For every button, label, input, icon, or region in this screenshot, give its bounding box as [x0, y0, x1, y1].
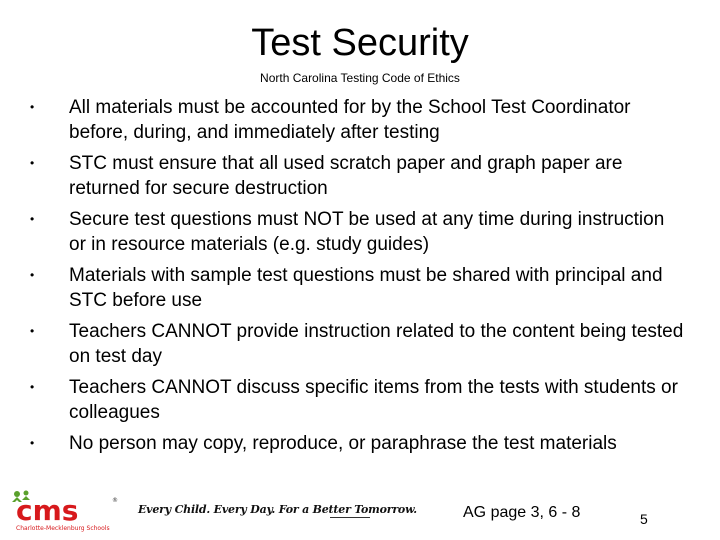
- cms-logo-icon: [8, 488, 128, 534]
- bullet-icon: •: [30, 268, 35, 282]
- bullet-icon: •: [30, 212, 35, 226]
- bullet-text: Secure test questions must NOT be used at any time during instruction or in resource materials (e.g. study guides): [69, 209, 665, 255]
- bullet-icon: •: [30, 156, 35, 170]
- bullet-text: All materials must be accounted for by the School Test Coordinator before, during, and immediately after testing: [69, 97, 631, 143]
- logo-subtext: Charlotte-Mecklenburg Schools: [16, 525, 110, 532]
- bullet-icon: •: [30, 324, 35, 338]
- list-item: [26, 151, 686, 201]
- slide-subtitle: North Carolina Testing Code of Ethics: [260, 71, 460, 85]
- bullet-icon: •: [30, 100, 35, 114]
- bullet-icon: •: [30, 436, 35, 450]
- list-item: [26, 95, 686, 145]
- list-item: [26, 431, 686, 456]
- bullet-list: [26, 95, 686, 462]
- list-item: [26, 263, 686, 313]
- list-item: [26, 375, 686, 425]
- bullet-text: Teachers CANNOT provide instruction related to the content being tested on test day: [69, 321, 684, 367]
- bullet-text: Teachers CANNOT discuss specific items from the tests with students or colleagues: [69, 377, 678, 423]
- slide-number: 5: [640, 511, 648, 527]
- page-reference: AG page 3, 6 - 8: [463, 504, 581, 521]
- list-item: [26, 207, 686, 257]
- tagline: Every Child. Every Day. For a Better Tomorrow.: [138, 503, 417, 516]
- logo-text: cms: [16, 494, 79, 527]
- bullet-icon: •: [30, 380, 35, 394]
- tagline-underline: [330, 517, 370, 518]
- registered-icon: ®: [112, 497, 118, 504]
- list-item: [26, 319, 686, 369]
- slide-title: Test Security: [251, 22, 469, 64]
- bullet-text: STC must ensure that all used scratch paper and graph paper are returned for secure destruction: [69, 153, 623, 199]
- bullet-text: No person may copy, reproduce, or paraphrase the test materials: [69, 433, 617, 454]
- bullet-text: Materials with sample test questions must be shared with principal and STC before use: [69, 265, 663, 311]
